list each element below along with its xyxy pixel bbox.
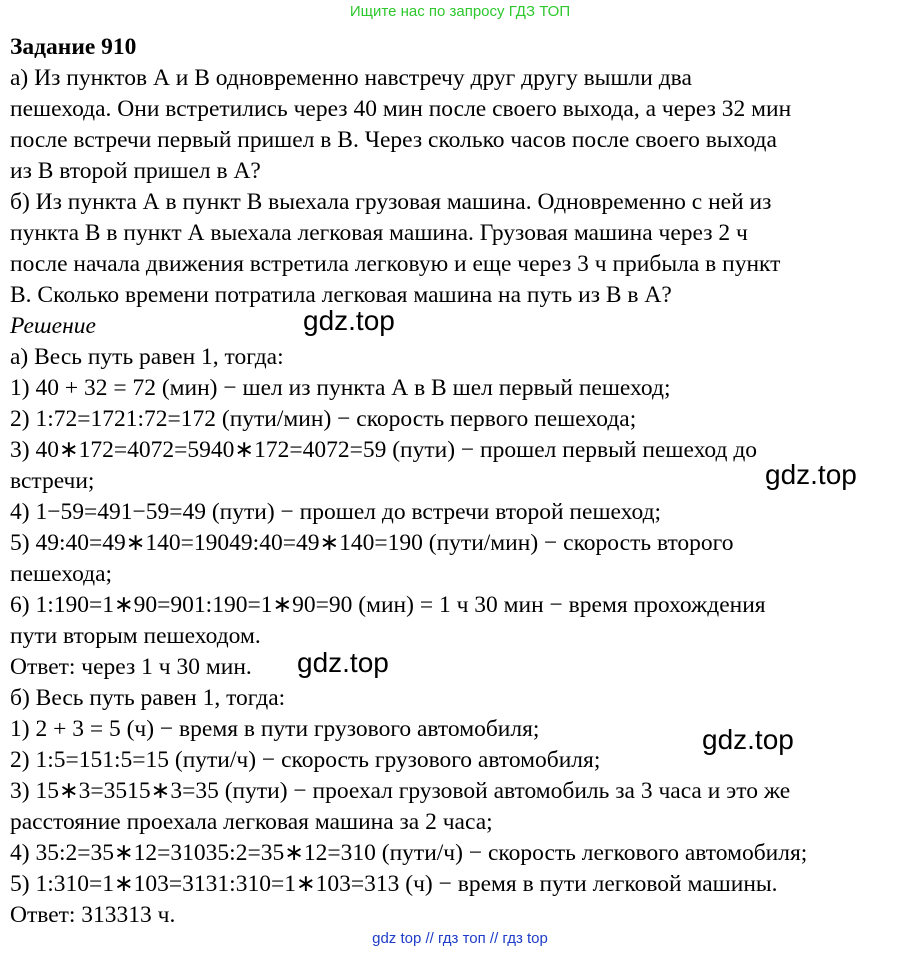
solution-a-line: 2) 1:72=1721:72=172 (пути/мин) − скорость первого пешехода; (10, 406, 637, 432)
solution-b-line: 4) 35:2=35∗12=31035:2=35∗12=310 (пути/ч) − скорость легкового автомобиля; (10, 840, 808, 866)
condition-a-line: пешехода. Они встретились через 40 мин после своего выхода, а через 32 мин (10, 96, 792, 122)
header-search-link[interactable]: Ищите нас по запросу ГДЗ ТОП (349, 3, 571, 20)
condition-b-line: В. Сколько времени потратила легковая машина на путь из В в А? (10, 282, 672, 308)
task-title: Задание 910 (10, 34, 137, 60)
solution-a-line: 1) 40 + 32 = 72 (мин) − шел из пункта А в В шел первый пешеход; (10, 375, 671, 401)
solution-a-line: а) Весь путь равен 1, тогда: (10, 344, 284, 370)
solution-b-line: б) Весь путь равен 1, тогда: (10, 685, 286, 711)
condition-a-line: из В второй пришел в А? (10, 158, 261, 184)
solution-a-line: пути вторым пешеходом. (10, 623, 261, 649)
watermark: gdz.top (765, 459, 857, 490)
solution-a-line: встречи; (10, 468, 95, 494)
solution-label: Решение (10, 313, 96, 339)
answer-b: Ответ: 313313 ч. (10, 902, 176, 928)
condition-b (10, 187, 910, 311)
solution-a-line: 5) 49:40=49∗140=19049:40=49∗140=190 (пути/мин) − скорость второго (10, 530, 734, 556)
solution-a (10, 342, 910, 683)
watermark: gdz.top (303, 305, 395, 336)
solution-b-line: 1) 2 + 3 = 5 (ч) − время в пути грузового автомобиля; (10, 716, 540, 742)
condition-a-line: а) Из пунктов А и В одновременно навстречу друг другу вышли два (10, 65, 692, 91)
footer-links[interactable]: gdz top // гдз топ // гдз top (372, 930, 548, 947)
solution-a-line: пешехода; (10, 561, 113, 587)
solution-b-line: 2) 1:5=151:5=15 (пути/ч) − скорость грузового автомобиля; (10, 747, 601, 773)
condition-b-line: пункта В в пункт А выехала легковая машина. Грузовая машина через 2 ч (10, 220, 748, 246)
watermark: gdz.top (702, 724, 794, 755)
solution-b-line: расстояние проехала легковая машина за 2 часа; (10, 809, 493, 835)
solution-a-line: 3) 40∗172=4072=5940∗172=4072=59 (пути) − прошел первый пешеход до (10, 437, 758, 463)
solution-a-line: 6) 1:190=1∗90=901:190=1∗90=90 (мин) = 1 ч 30 мин − время прохождения (10, 592, 766, 618)
condition-b-line: после начала движения встретила легковую и еще через 3 ч прибыла в пункт (10, 251, 781, 277)
solution-b (10, 683, 910, 931)
condition-a-line: после встречи первый пришел в В. Через сколько часов после своего выхода (10, 127, 777, 153)
solution-a-line: 4) 1−59=491−59=49 (пути) − прошел до встречи второй пешеход; (10, 499, 662, 525)
solution-b-line: 5) 1:310=1∗103=3131:310=1∗103=313 (ч) − время в пути легковой машины. (10, 871, 778, 897)
solution-b-line: 3) 15∗3=3515∗3=35 (пути) − проехал грузовой автомобиль за 3 часа и это же (10, 778, 791, 804)
watermark: gdz.top (297, 647, 389, 678)
condition-b-line: б) Из пункта А в пункт В выехала грузовая машина. Одновременно с ней из (10, 189, 772, 215)
condition-a (10, 63, 910, 187)
answer-a: Ответ: через 1 ч 30 мин. (10, 654, 252, 680)
